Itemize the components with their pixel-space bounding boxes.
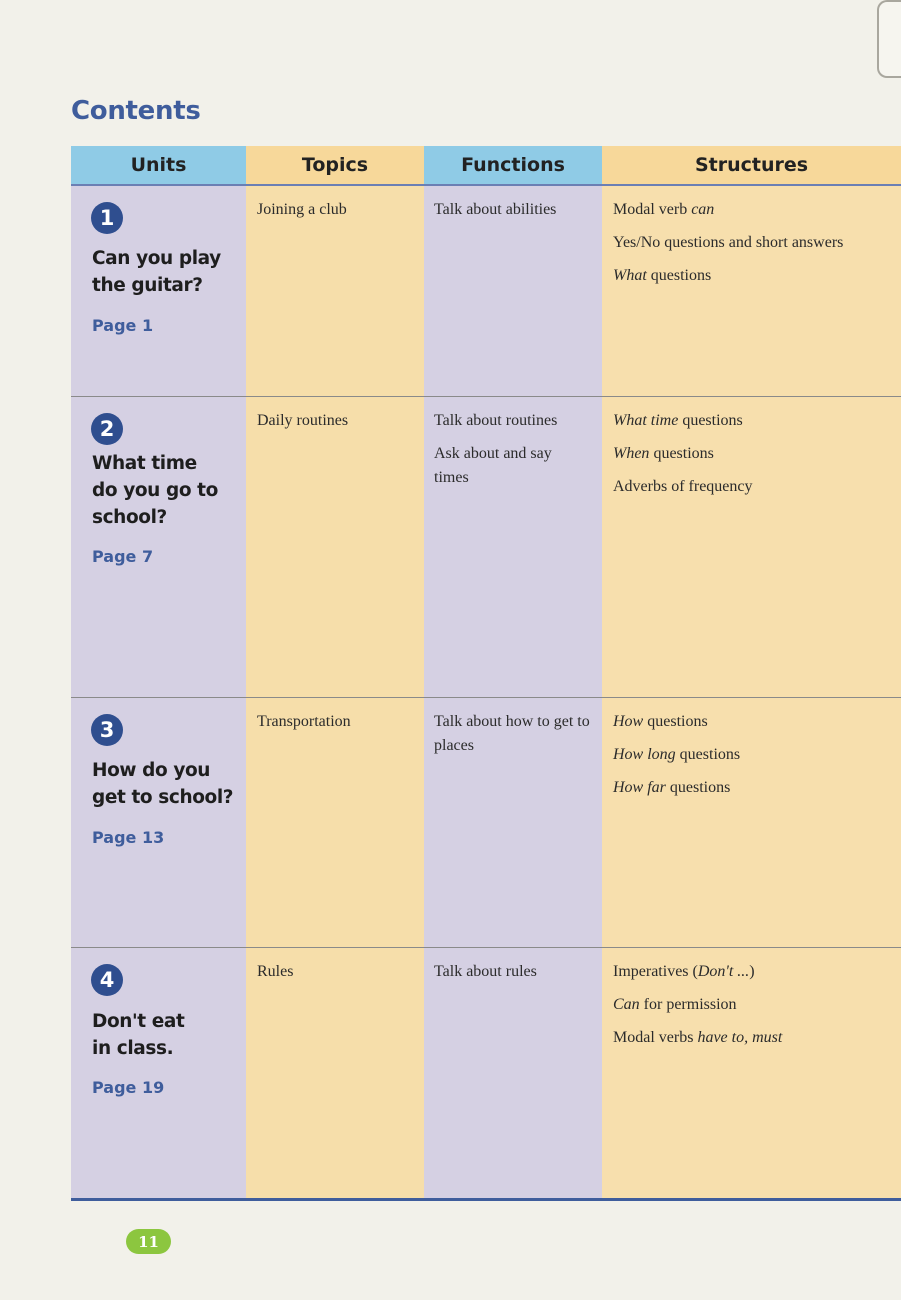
unit-title[interactable]: Don't eat in class. [92, 1011, 185, 1059]
structure-item: What time questions [613, 412, 743, 429]
structure-item: How questions [613, 713, 708, 730]
functions-cell [434, 198, 594, 231]
topic-cell: Joining a club [257, 201, 347, 218]
table-bottom-rule [71, 1198, 901, 1201]
structure-item: Modal verbs have to, must [613, 1029, 783, 1046]
structure-item: How far questions [613, 779, 731, 796]
topic-cell: Daily routines [257, 412, 349, 429]
unit-page-link[interactable]: Page 7 [92, 547, 154, 566]
header-units: Units [71, 146, 246, 184]
unit-number-badge: 3 [91, 714, 123, 746]
unit-page-link[interactable]: Page 19 [92, 1078, 165, 1097]
topics-column [246, 146, 424, 1200]
structure-item: What questions [613, 267, 712, 284]
unit-number-badge: 1 [91, 202, 123, 234]
topic-cell: Rules [257, 963, 294, 980]
function-item: Talk about abilities [434, 201, 557, 218]
unit-page-link[interactable]: Page 1 [92, 316, 154, 335]
header-functions: Functions [424, 146, 602, 184]
row-divider [71, 396, 901, 397]
header-structures: Structures [602, 146, 901, 184]
structures-cell [613, 409, 898, 508]
structure-item: Yes/No questions and short answers [613, 234, 844, 251]
row-divider [71, 697, 901, 698]
unit-number-badge: 2 [91, 413, 123, 445]
unit-title[interactable]: How do you get to school? [92, 760, 234, 808]
header-divider [71, 184, 901, 186]
function-item: Talk about how to get to places [434, 713, 590, 754]
structure-item: Adverbs of frequency [613, 478, 753, 495]
functions-column [424, 146, 602, 1200]
functions-cell [434, 710, 599, 767]
functions-cell [434, 409, 584, 499]
function-item: Ask about and say times [434, 445, 552, 486]
unit-title[interactable]: Can you play the guitar? [92, 248, 221, 296]
structure-item: Can for permission [613, 996, 737, 1013]
structure-item: Modal verb can [613, 201, 715, 218]
topic-cell: Transportation [257, 713, 351, 730]
header-topics: Topics [246, 146, 424, 184]
structure-item: When questions [613, 445, 714, 462]
unit-number-badge: 4 [91, 964, 123, 996]
unit-title[interactable]: What time do you go to school? [92, 453, 218, 528]
structures-cell [613, 710, 898, 809]
row-divider [71, 947, 901, 948]
page-number-badge: 11 [126, 1229, 171, 1254]
contents-table [71, 146, 901, 1200]
page-title: Contents [71, 96, 201, 126]
function-item: Talk about routines [434, 412, 558, 429]
function-item: Talk about rules [434, 963, 537, 980]
functions-cell [434, 960, 594, 993]
structure-item: Imperatives (Don't ...) [613, 963, 755, 980]
unit-page-link[interactable]: Page 13 [92, 828, 165, 847]
page-corner-tab [877, 0, 901, 78]
structures-cell [613, 960, 898, 1059]
structures-cell [613, 198, 898, 297]
structure-item: How long questions [613, 746, 741, 763]
